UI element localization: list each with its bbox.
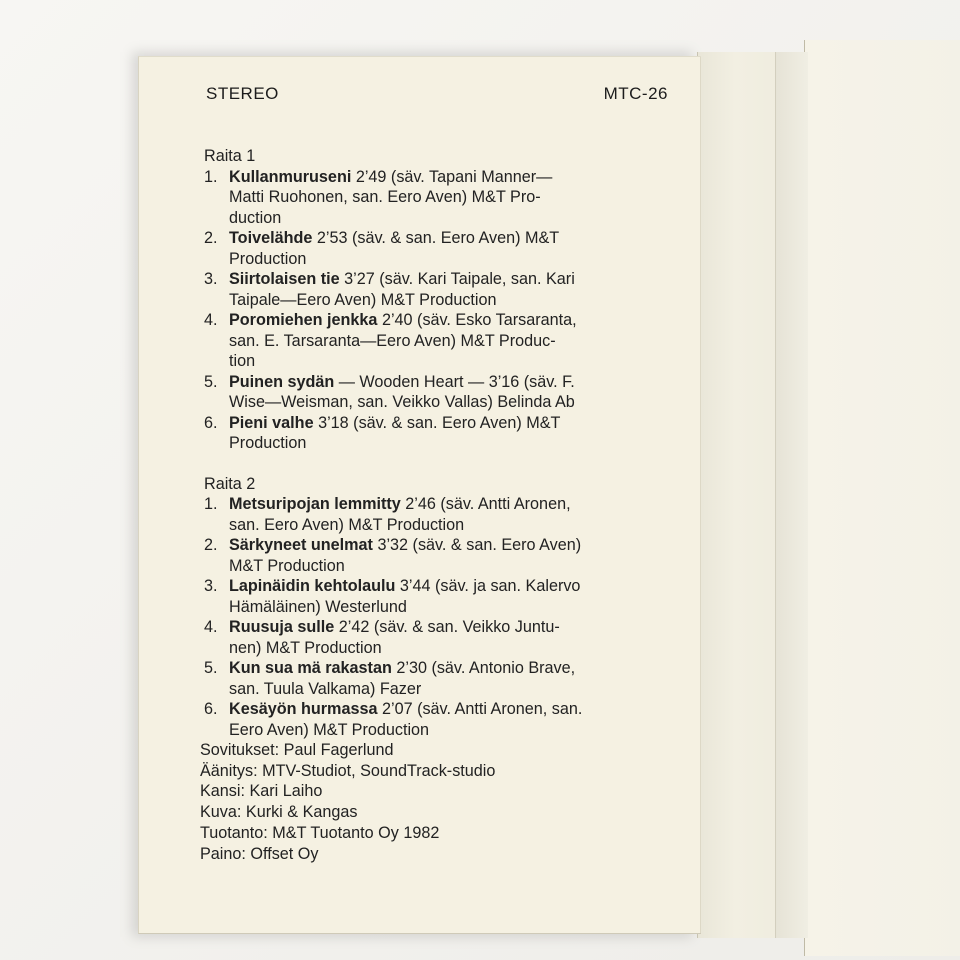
track-details-continued: tion xyxy=(229,352,256,370)
track-number: 4. xyxy=(204,618,218,636)
side-1 xyxy=(200,146,676,454)
track-title: Ruusuja sulle xyxy=(229,618,335,636)
track-title: Lapinäidin kehtolaulu xyxy=(229,577,396,595)
track-details-continued: Production xyxy=(229,249,307,268)
track-number: 5. xyxy=(204,659,218,677)
track-item xyxy=(200,576,676,617)
track-item xyxy=(200,699,676,740)
side-title: Raita 2 xyxy=(204,474,256,493)
track-details: 2’40 (säv. Esko Tarsaranta, xyxy=(377,311,577,329)
track-details: 2’53 (säv. & san. Eero Aven) M&T xyxy=(312,229,560,247)
track-title: Poromiehen jenkka xyxy=(229,311,378,329)
track-first-line xyxy=(229,413,676,434)
inlay-content xyxy=(200,146,676,864)
track-number: 5. xyxy=(204,372,218,391)
track-details: 2’49 (säv. Tapani Manner— xyxy=(351,167,553,186)
track-number: 4. xyxy=(204,311,218,329)
track-item xyxy=(200,494,676,535)
stereo-label: STEREO xyxy=(206,84,279,103)
track-details-continued: M&T Production xyxy=(229,556,345,575)
track-item xyxy=(200,167,676,229)
track-number: 1. xyxy=(204,167,218,186)
track-details: 3’44 (säv. ja san. Kalervo xyxy=(395,577,581,595)
track-title: Pieni valhe xyxy=(229,413,314,432)
credit-line: Äänitys: MTV-Studiot, SoundTrack-studio xyxy=(200,761,496,780)
track-first-line xyxy=(229,535,676,556)
track-first-line xyxy=(229,494,676,515)
track-details-continued: nen) M&T Production xyxy=(229,638,382,657)
track-details-continued: san. E. Tarsaranta—Eero Aven) M&T Produc- xyxy=(229,331,556,350)
track-number: 3. xyxy=(204,270,218,288)
track-details-continued: Eero Aven) M&T Production xyxy=(229,720,430,739)
track-number: 6. xyxy=(204,413,218,432)
track-first-line xyxy=(229,699,676,720)
track-details: — Wooden Heart — 3’16 (säv. F. xyxy=(334,372,575,391)
track-details: 2’07 (säv. Antti Aronen, san. xyxy=(377,700,583,718)
track-item xyxy=(200,310,676,372)
track-item xyxy=(200,269,676,310)
credit-line: Tuotanto: M&T Tuotanto Oy 1982 xyxy=(200,823,440,842)
track-first-line xyxy=(229,372,676,393)
track-details: 2’46 (säv. Antti Aronen, xyxy=(400,495,571,513)
track-number: 2. xyxy=(204,229,218,247)
track-details: 3’32 (säv. & san. Eero Aven) xyxy=(372,536,582,554)
track-first-line xyxy=(229,167,676,188)
track-title: Siirtolaisen tie xyxy=(229,270,340,288)
track-details-continued: san. Tuula Valkama) Fazer xyxy=(229,679,422,698)
track-item xyxy=(200,535,676,576)
track-first-line xyxy=(229,310,676,331)
track-title: Särkyneet unelmat xyxy=(229,536,373,554)
track-details-continued: Matti Ruohonen, san. Eero Aven) M&T Pro- xyxy=(229,188,541,206)
track-title: Puinen sydän xyxy=(229,372,335,391)
track-details: 3’18 (säv. & san. Eero Aven) M&T xyxy=(313,413,561,432)
track-item xyxy=(200,658,676,699)
cassette-card-fold xyxy=(775,52,808,938)
track-details-continued: Taipale—Eero Aven) M&T Production xyxy=(229,290,497,309)
track-item xyxy=(200,372,676,413)
inlay-header xyxy=(206,84,668,108)
track-details-continued: Wise—Weisman, san. Veikko Vallas) Belinda Ab xyxy=(229,393,575,411)
credit-line: Paino: Offset Oy xyxy=(200,844,319,863)
track-title: Metsuripojan lemmitty xyxy=(229,495,401,513)
track-number: 3. xyxy=(204,577,218,595)
track-first-line xyxy=(229,269,676,290)
track-number: 1. xyxy=(204,495,218,513)
track-details: 3’27 (säv. Kari Taipale, san. Kari xyxy=(339,270,575,288)
credits xyxy=(200,740,676,864)
side-2 xyxy=(200,474,676,741)
cassette-card-back-panel xyxy=(804,40,960,956)
track-details-continued: duction xyxy=(229,208,282,227)
track-title: Kullanmuruseni xyxy=(229,167,352,186)
track-first-line xyxy=(229,658,676,679)
catalog-number: MTC-26 xyxy=(603,84,668,103)
track-number: 2. xyxy=(204,536,218,554)
credit-line: Kuva: Kurki & Kangas xyxy=(200,803,358,822)
credit-line: Sovitukset: Paul Fagerlund xyxy=(200,741,394,759)
track-details: 2’42 (säv. & san. Veikko Juntu- xyxy=(334,618,560,636)
track-title: Kesäyön hurmassa xyxy=(229,700,378,718)
side-title: Raita 1 xyxy=(204,147,256,165)
track-details-continued: san. Eero Aven) M&T Production xyxy=(229,515,465,534)
track-title: Kun sua mä rakastan xyxy=(229,659,392,677)
track-item xyxy=(200,617,676,658)
credit-line: Kansi: Kari Laiho xyxy=(200,782,323,801)
track-first-line xyxy=(229,617,676,638)
sides-container xyxy=(200,146,676,740)
track-title: Toivelähde xyxy=(229,229,313,247)
track-item xyxy=(200,413,676,454)
track-details: 2’30 (säv. Antonio Brave, xyxy=(391,659,576,677)
track-details-continued: Production xyxy=(229,434,307,452)
track-first-line xyxy=(229,576,676,597)
track-first-line xyxy=(229,228,676,249)
track-details-continued: Hämäläinen) Westerlund xyxy=(229,597,407,616)
track-item xyxy=(200,228,676,269)
track-number: 6. xyxy=(204,700,218,718)
